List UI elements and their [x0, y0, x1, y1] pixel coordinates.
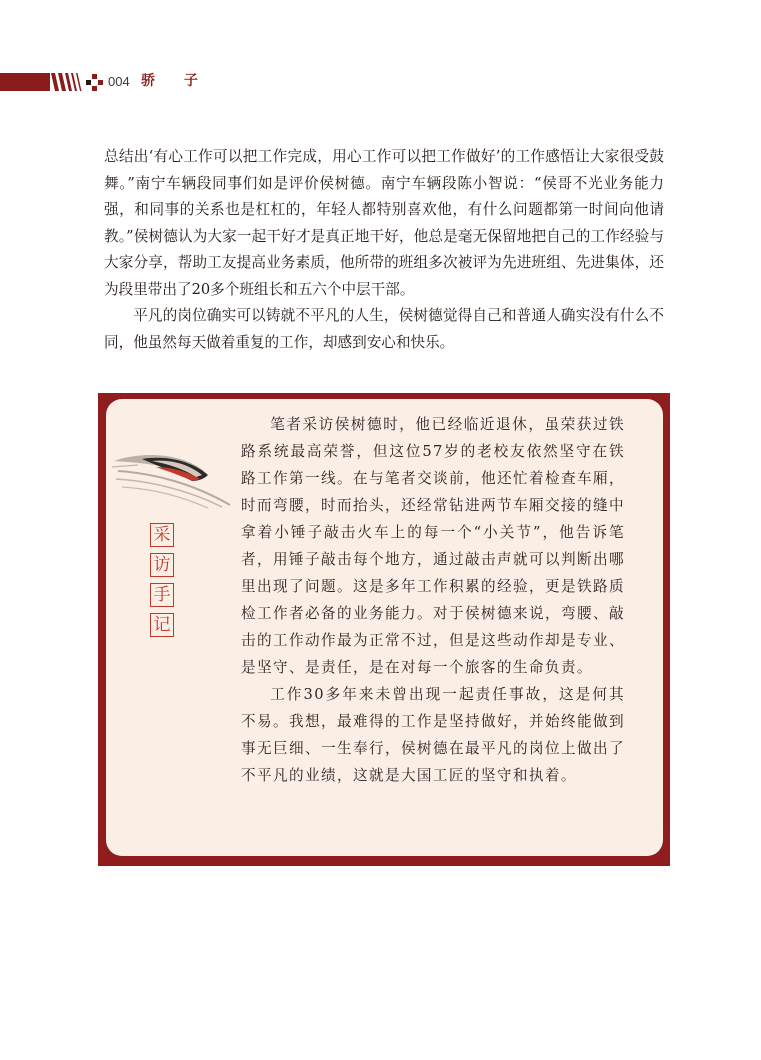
badge-char: 记	[150, 613, 174, 637]
high-speed-train-icon	[112, 431, 236, 509]
badge-char: 访	[150, 553, 174, 577]
main-text	[104, 144, 664, 356]
main-paragraph-2: 平凡的岗位确实可以铸就不平凡的人生，侯树德觉得自己和普通人确实没有什么不同，他虽然每天做着重复的工作，却感到安心和快乐。	[104, 307, 664, 351]
interview-notes-text	[241, 411, 625, 789]
badge-char: 采	[150, 523, 174, 547]
header-dots-ornament	[86, 74, 104, 92]
interview-notes-panel	[106, 399, 663, 856]
badge-char: 手	[150, 583, 174, 607]
interview-notes-badge	[150, 523, 176, 643]
running-title: 骄 子	[141, 73, 210, 89]
interview-notes-box	[98, 393, 670, 866]
page-number: 004	[108, 74, 130, 89]
box-paragraph-2: 工作30多年来未曾出现一起责任事故，这是何其不易。我想，最难得的工作是坚持做好，并始终能做到事无巨细、一生奉行，侯树德在最平凡的岗位上做出了不平凡的业绩，这就是大国工匠的坚守和执着。	[241, 686, 625, 784]
header-stripes-ornament	[51, 73, 85, 91]
main-paragraph-1: 总结出‘有心工作可以把工作完成，用心工作可以把工作做好’的工作感悟让大家很受鼓舞。”南宁车辆段同事们如是评价侯树德。南宁车辆段陈小智说：“侯哥不光业务能力强，和同事的关系也是杠杠的，年轻人都特别喜欢他，有什么问题都第一时间向他请教。”侯树德认为大家一起干好才是真正地干好，他总是毫无保留地把自己的工作经验与大家分享，帮助工友提高业务素质，他所带的班组多次被评为先进班组、先进集体，还为段里带出了20多个班组长和五六个中层干部。	[104, 148, 664, 298]
header-color-bar	[0, 73, 50, 91]
box-paragraph-1: 笔者采访侯树德时，他已经临近退休，虽荣获过铁路系统最高荣誉，但这位57岁的老校友依然坚守在铁路工作第一线。在与笔者交谈前，他还忙着检查车厢，时而弯腰，时而抬头，还经常钻进两节车厢交接的缝中拿着小锤子敲击火车上的每一个“小关节”，他告诉笔者，用锤子敲击每个地方，通过敲击声就可以判断出哪里出现了问题。这是多年工作积累的经验，更是铁路质检工作者必备的业务能力。对于侯树德来说，弯腰、敲击的工作动作最为正常不过，但是这些动作却是专业、是坚守、是责任，是在对每一个旅客的生命负责。	[241, 416, 625, 676]
